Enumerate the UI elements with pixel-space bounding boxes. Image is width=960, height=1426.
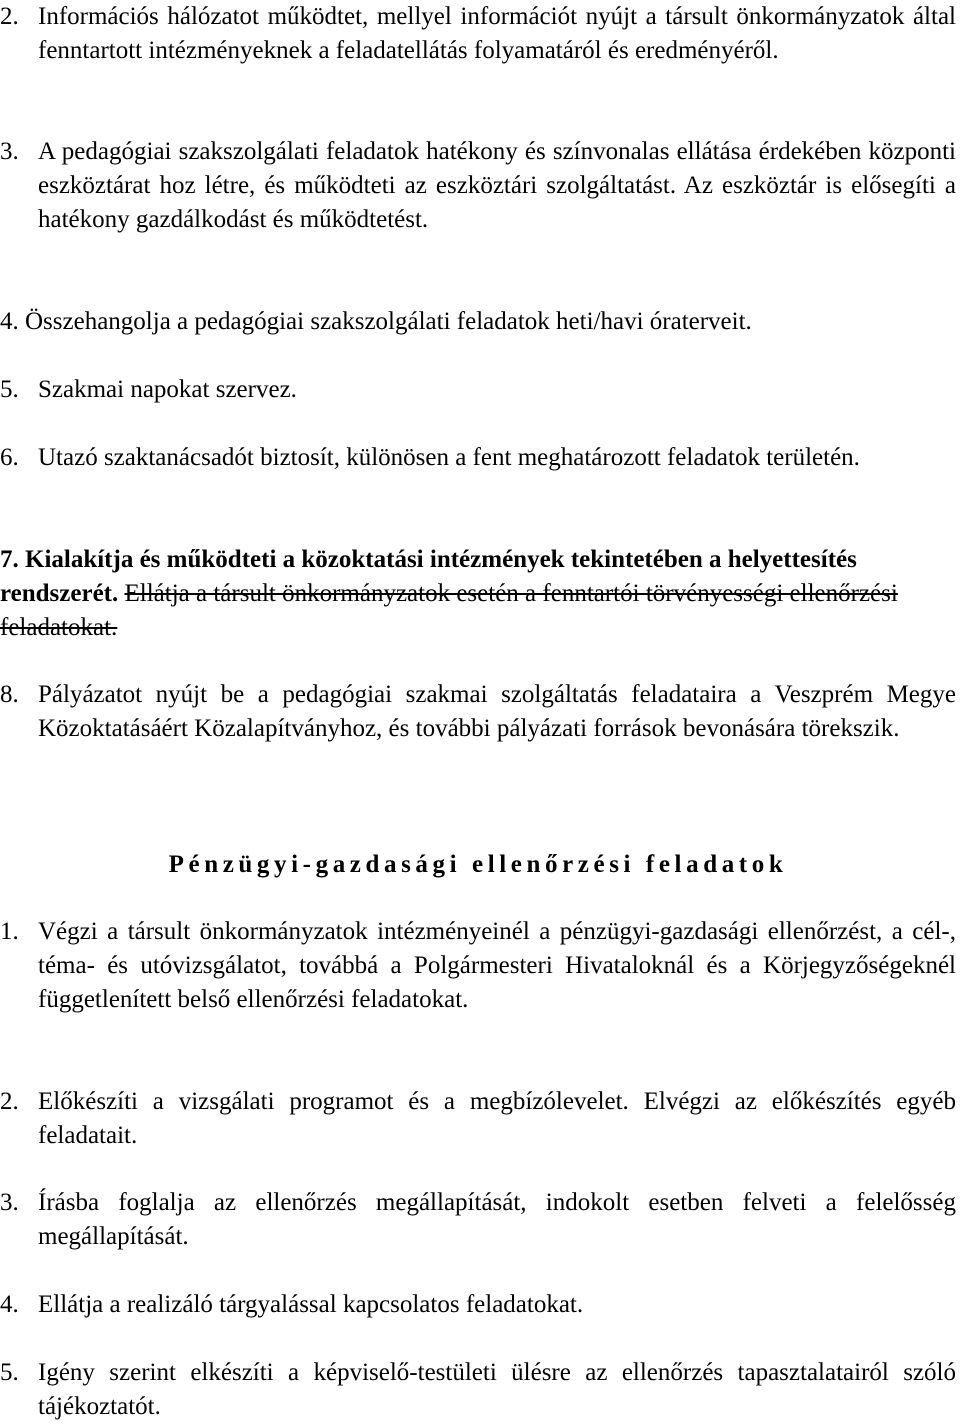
item-number: 4. [0, 1291, 19, 1318]
item-number: 1. [0, 918, 19, 945]
item-number: 2. [0, 3, 19, 30]
item-number: 2. [0, 1088, 19, 1115]
list-item [0, 1186, 956, 1254]
item-text: Összehangolja a pedagógiai szakszolgálati feladatok heti/havi óraterveit. [25, 308, 752, 335]
list-item [0, 915, 956, 1017]
item-number: 5. [0, 376, 19, 403]
item-text: Ellátja a realizáló tárgyalással kapcsolatos feladatokat. [38, 1291, 584, 1318]
item-number: 5. [0, 1359, 19, 1386]
section-heading: Pénzügyi-gazdasági ellenőrzési feladatok [168, 851, 788, 878]
item-bold-text: Kialakítja és működteti a közoktatási intézmények tekintetében a helyettesítés rendszerét. [0, 546, 857, 607]
item-text: Pályázatot nyújt be a pedagógiai szakmai szolgáltatás feladataira a Veszprém Megye Közoktatásáért Közalapítványhoz, és további pályázati források bevonására törekszik. [38, 681, 956, 742]
item-text: A pedagógiai szakszolgálati feladatok hatékony és színvonalas ellátása érdekében központi eszköztárat hoz létre, és működteti az eszköztári szolgáltatást. Az eszköztár is elősegíti a hatékony gazdálkodást és működtetést. [38, 138, 956, 233]
list-item [0, 1085, 956, 1153]
list-item [0, 135, 956, 237]
list-item [0, 0, 956, 68]
item-text: Információs hálózatot működtet, mellyel információt nyújt a társult önkormányzatok által fenntartott intézményeknek a feladatellátás folyamatáról és eredményéről. [38, 3, 956, 64]
item-number: 4. [0, 308, 19, 335]
item-number: 8. [0, 681, 19, 708]
item-text: Utazó szaktanácsadót biztosít, különösen a fent meghatározott feladatok területén. [38, 444, 860, 471]
list-item [0, 678, 956, 746]
list-item [0, 1288, 956, 1322]
item-struck-text: Ellátja a társult önkormányzatok esetén a fenntartói törvényességi ellenőrzési feladatokat. [0, 580, 898, 641]
list-item [0, 441, 956, 475]
item-number: 3. [0, 1189, 19, 1216]
list-item [0, 305, 956, 339]
item-text: Írásba foglalja az ellenőrzés megállapítását, indokolt esetben felveti a felelősség megállapítását. [38, 1189, 956, 1250]
item-number: 6. [0, 444, 19, 471]
item-text: Végzi a társult önkormányzatok intézményeinél a pénzügyi-gazdasági ellenőrzést, a cél-, téma- és utóvizsgálatot, továbbá a Polgármesteri Hivataloknál és a Körjegyzőségeknél függetlenített belső ellenőrzési feladatokat. [38, 918, 956, 1013]
list-item [0, 373, 956, 407]
item-text: Igény szerint elkészíti a képviselő-testületi ülésre az ellenőrzés tapasztalatairól szóló tájékoztatót. [38, 1359, 956, 1420]
item-number: 3. [0, 138, 19, 165]
item-number: 7. [0, 546, 19, 573]
item-text: Előkészíti a vizsgálati programot és a megbízólevelet. Elvégzi az előkészítés egyéb feladatait. [38, 1088, 956, 1149]
item-text: Szakmai napokat szervez. [38, 376, 297, 403]
list-item [0, 543, 956, 645]
list-item [0, 1356, 956, 1424]
